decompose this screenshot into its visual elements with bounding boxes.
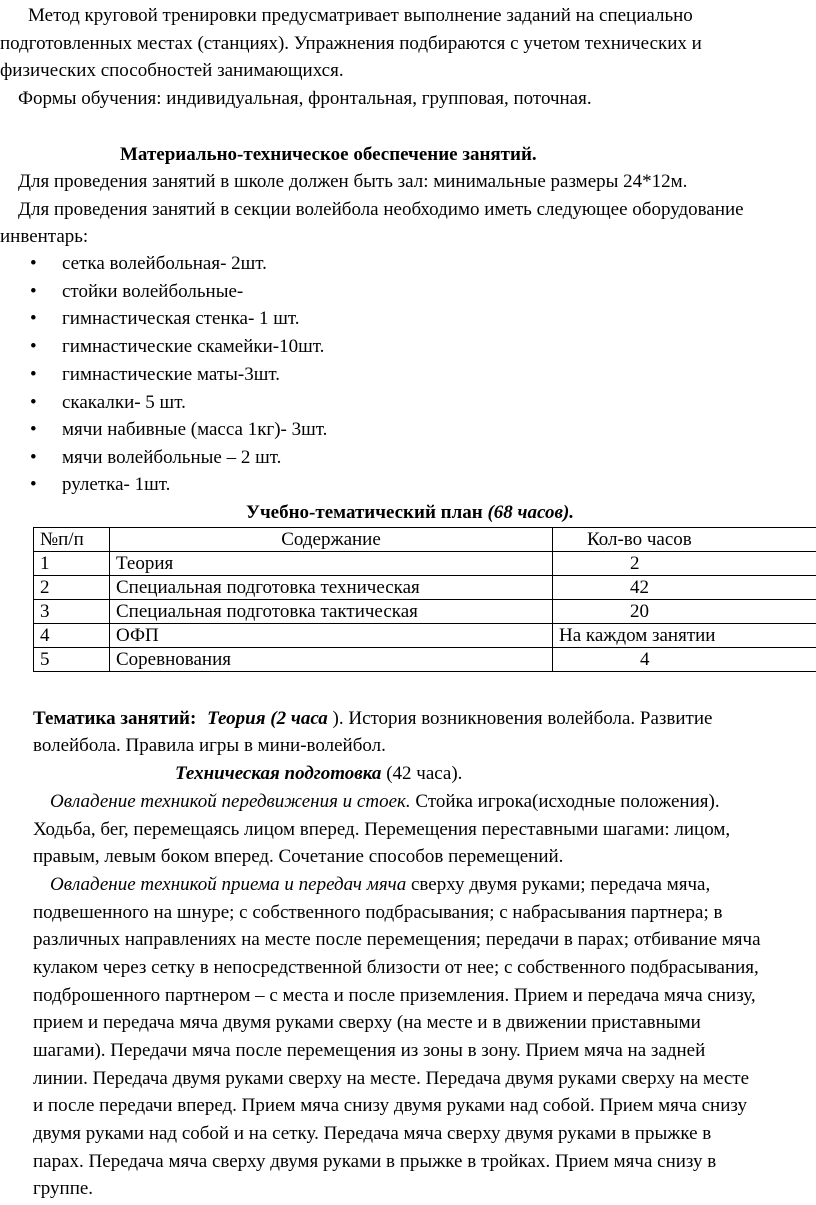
bullet: • [30, 474, 37, 495]
column-header-content: Содержание [110, 528, 553, 552]
plan-title [246, 499, 574, 526]
table-cell-content: Специальная подготовка тактическая [110, 600, 553, 624]
table-cell-content: Соревнования [110, 648, 553, 672]
table-row [34, 624, 816, 648]
column-header-number: №п/п [34, 528, 110, 552]
column-header-hours: Кол-во часов [553, 528, 816, 552]
recv-line: прием и передача мяча двумя руками сверху (на месте и в движении приставными [33, 1012, 701, 1033]
table-cell-number: 4 [34, 624, 110, 648]
table-cell-hours: На каждом занятии [553, 624, 816, 648]
recv-line: различных направлениях на месте после перемещения; передачи в парах; отбивание мяча [33, 929, 761, 950]
intro-line-4: Формы обучения: индивидуальная, фронтальная, групповая, поточная. [18, 88, 592, 109]
recv-line: парах. Передача мяча сверху двумя руками в прыжке в тройках. Прием мяча снизу в [33, 1151, 717, 1172]
plan-title-hours: (68 часов). [487, 502, 575, 523]
move-text: Стойка игрока(исходные положения). [410, 791, 720, 812]
move-title: Овладение техникой передвижения и стоек. [50, 791, 411, 812]
list-item-text: гимнастические скамейки-10шт. [62, 336, 325, 357]
table-cell-number: 5 [34, 648, 110, 672]
recv-line: шагами). Передачи мяча после перемещения из зоны в зону. Прием мяча на задней [33, 1040, 706, 1061]
table-cell-hours: 42 [553, 576, 816, 600]
table-cell-hours: 2 [553, 552, 816, 576]
list-item-text: сетка волейбольная- 2шт. [62, 253, 267, 274]
recv-title: Овладение техникой приема и передач мяча [50, 874, 407, 895]
plan-title-text: Учебно-тематический план [246, 502, 488, 523]
table-cell-number: 3 [34, 600, 110, 624]
move-line-3: правым, левым боком вперед. Сочетание способов перемещений. [33, 846, 564, 867]
table-cell-hours: 4 [553, 648, 816, 672]
list-item-text: стойки волейбольные- [62, 281, 244, 302]
recv-line: подвешенного на шнуре; с собственного подбрасывания; с набрасывания партнера; в [33, 902, 723, 923]
recv-line: двумя руками над собой и на сетку. Передача мяча сверху двумя руками в прыжке в [33, 1123, 712, 1144]
bullet: • [30, 308, 37, 329]
tech-heading [175, 760, 462, 787]
move-line-2: Ходьба, бег, перемещаясь лицом вперед. Перемещения переставными шагами: лицом, [33, 819, 731, 840]
bullet: • [30, 364, 37, 385]
list-item-text: рулетка- 1шт. [62, 474, 171, 495]
tech-title: Техническая подготовка [175, 763, 382, 784]
table-cell-content: ОФП [110, 624, 553, 648]
table-row [34, 600, 816, 624]
intro-line-1: Метод круговой тренировки предусматривает выполнение заданий на специально [28, 5, 693, 26]
theory-text: ). История возникновения волейбола. Развитие [327, 708, 713, 729]
topics-label: Тематика занятий: [33, 708, 197, 729]
materials-heading: Материально-техническое обеспечение занятий. [120, 144, 537, 165]
recv-line: кулаком через сетку в непосредственной близости от нее; с собственного подбрасывания, [33, 957, 759, 978]
materials-line-2: Для проведения занятий в секции волейбола необходимо иметь следующее оборудование [18, 199, 744, 220]
move-line-1 [50, 788, 720, 815]
table-cell-hours: 20 [553, 600, 816, 624]
list-item-text: мячи волейбольные – 2 шт. [62, 447, 282, 468]
topics-line-2: волейбола. Правила игры в мини-волейбол. [33, 735, 386, 756]
theory-title: Теория (2 часа [207, 708, 328, 729]
recv-line-1 [50, 871, 710, 898]
table-cell-number: 2 [34, 576, 110, 600]
bullet: • [30, 392, 37, 413]
materials-line-3: инвентарь: [0, 226, 89, 247]
bullet: • [30, 281, 37, 302]
recv-line: линии. Передача двумя руками сверху на месте. Передача двумя руками сверху на месте [33, 1068, 750, 1089]
bullet: • [30, 336, 37, 357]
table-row [34, 576, 816, 600]
table-row [34, 648, 816, 672]
plan-table [33, 527, 816, 672]
table-cell-number: 1 [34, 552, 110, 576]
table-cell-content: Специальная подготовка техническая [110, 576, 553, 600]
intro-line-3: физических способностей занимающихся. [0, 60, 344, 81]
recv-line: группе. [33, 1178, 94, 1199]
list-item-text: гимнастическая стенка- 1 шт. [62, 308, 300, 329]
recv-line: и после передачи вперед. Прием мяча снизу двумя руками над собой. Прием мяча снизу [33, 1095, 747, 1116]
bullet: • [30, 447, 37, 468]
table-row [34, 552, 816, 576]
materials-line-1: Для проведения занятий в школе должен быть зал: минимальные размеры 24*12м. [18, 171, 688, 192]
recv-text: сверху двумя руками; передача мяча, [406, 874, 711, 895]
table-header-row [34, 528, 816, 552]
table-cell-content: Теория [110, 552, 553, 576]
bullet: • [30, 419, 37, 440]
tech-hours: (42 часа). [381, 763, 463, 784]
intro-line-2: подготовленных местах (станциях). Упражнения подбираются с учетом технических и [0, 33, 702, 54]
list-item-text: гимнастические маты-3шт. [62, 364, 280, 385]
recv-line: подброшенного партнером – с места и после приземления. Прием и передача мяча снизу, [33, 985, 756, 1006]
list-item-text: скакалки- 5 шт. [62, 392, 186, 413]
topics-line-1 [33, 705, 712, 732]
bullet: • [30, 253, 37, 274]
list-item-text: мячи набивные (масса 1кг)- 3шт. [62, 419, 328, 440]
